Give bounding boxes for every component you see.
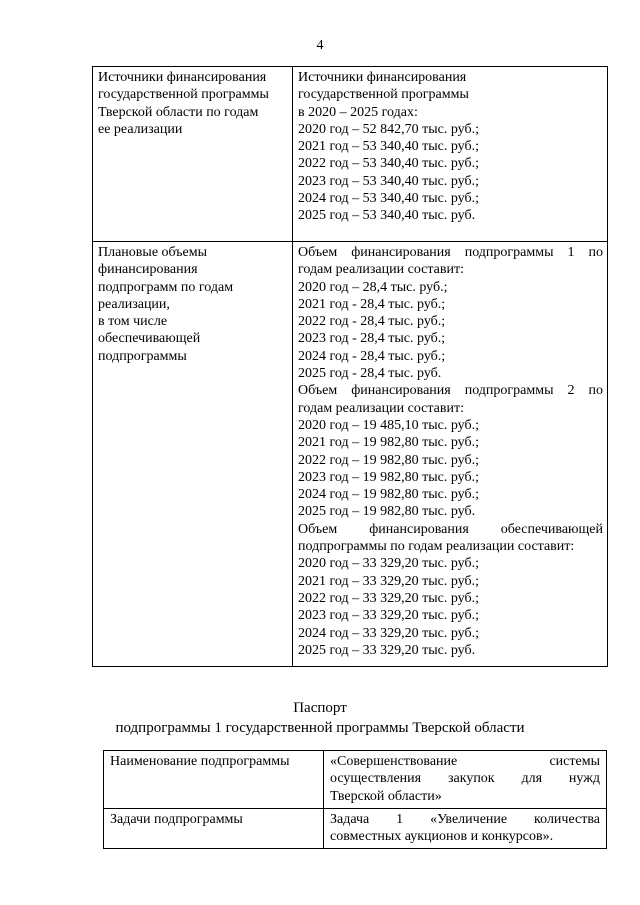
value-line: государственной программы [298, 87, 469, 103]
label-line: Наименование подпрограммы [110, 754, 290, 769]
label-line: Источники финансирования [98, 70, 267, 85]
page-number: 4 [316, 38, 324, 53]
label-line: Тверской области по годам [98, 104, 259, 120]
value-line: Объем финансирования подпрограммы 2 по [298, 383, 603, 399]
value-line: 2025 год - 28,4 тыс. руб. [298, 366, 442, 382]
row-value-cell [324, 808, 607, 849]
value-line: Тверской области» [330, 788, 442, 804]
label-line: государственной программы [98, 87, 269, 103]
label-line: финансирования [98, 262, 198, 278]
value-line: 2022 год – 19 982,80 тыс. руб.; [298, 452, 479, 468]
subprogram-passport-table [103, 750, 607, 849]
table-row [104, 808, 607, 849]
value-line: 2022 год – 33 329,20 тыс. руб.; [298, 590, 479, 606]
value-line: 2023 год - 28,4 тыс. руб.; [298, 331, 446, 347]
label-line: ее реализации [98, 121, 183, 137]
row-value-cell [293, 67, 608, 242]
passport-subtitle: подпрограммы 1 государственной программы Тверской области [115, 720, 525, 736]
value-line: Объем финансирования подпрограммы 1 по [298, 245, 603, 260]
value-line: 2025 год – 53 340,40 тыс. руб. [298, 208, 476, 224]
value-line: 2023 год – 53 340,40 тыс. руб.; [298, 173, 479, 189]
label-line: Плановые объемы [98, 245, 208, 260]
value-line: Объем финансирования обеспечивающей [298, 521, 603, 537]
row-value-cell [293, 242, 608, 667]
value-line: осуществления закупок для нужд [330, 771, 600, 787]
value-line: 2021 год – 53 340,40 тыс. руб.; [298, 139, 479, 155]
label-line: в том числе [98, 314, 168, 330]
value-line: 2024 год – 53 340,40 тыс. руб.; [298, 191, 479, 207]
label-line: подпрограммы [98, 348, 187, 364]
value-line: годам реализации составит: [298, 262, 464, 278]
row-label-cell [93, 67, 293, 242]
value-line: годам реализации составит: [298, 400, 464, 416]
value-line: Задача 1 «Увеличение количества [330, 811, 600, 827]
value-line: 2024 год - 28,4 тыс. руб.; [298, 348, 446, 364]
label-line: реализации, [98, 296, 170, 312]
value-line: 2020 год – 19 485,10 тыс. руб.; [298, 417, 479, 433]
row-label-cell [104, 808, 324, 849]
value-line: 2022 год – 53 340,40 тыс. руб.; [298, 156, 479, 172]
value-line: «Совершенствование системы [330, 754, 600, 769]
value-line: 2024 год – 33 329,20 тыс. руб.; [298, 625, 479, 641]
row-value-cell [324, 751, 607, 809]
value-line: в 2020 – 2025 годах: [298, 104, 418, 120]
value-line: 2025 год – 19 982,80 тыс. руб. [298, 504, 476, 520]
value-line: 2021 год – 19 982,80 тыс. руб.; [298, 435, 479, 451]
table-row [104, 751, 607, 809]
table-row [93, 242, 608, 667]
value-line: 2021 год - 28,4 тыс. руб.; [298, 296, 446, 312]
label-line: Задачи подпрограммы [110, 811, 243, 827]
value-line: подпрограммы по годам реализации составит: [298, 539, 575, 555]
value-line: 2023 год – 33 329,20 тыс. руб.; [298, 608, 479, 624]
passport-title: Паспорт [293, 700, 347, 716]
label-line: подпрограмм по годам [98, 279, 234, 295]
value-line: 2020 год – 33 329,20 тыс. руб.; [298, 556, 479, 572]
value-line: 2023 год – 19 982,80 тыс. руб.; [298, 469, 479, 485]
value-line: Источники финансирования [298, 70, 467, 85]
value-line: совместных аукционов и конкурсов». [330, 829, 554, 845]
financing-table [92, 66, 608, 667]
row-label-cell [104, 751, 324, 809]
table-row [93, 67, 608, 242]
row-label-cell [93, 242, 293, 667]
label-line: обеспечивающей [98, 331, 201, 347]
value-line: 2025 год – 33 329,20 тыс. руб. [298, 642, 476, 658]
value-line: 2024 год – 19 982,80 тыс. руб.; [298, 487, 479, 503]
value-line: 2022 год - 28,4 тыс. руб.; [298, 314, 446, 330]
value-line: 2020 год – 28,4 тыс. руб.; [298, 279, 448, 295]
value-line: 2021 год – 33 329,20 тыс. руб.; [298, 573, 479, 589]
value-line: 2020 год – 52 842,70 тыс. руб.; [298, 121, 479, 137]
